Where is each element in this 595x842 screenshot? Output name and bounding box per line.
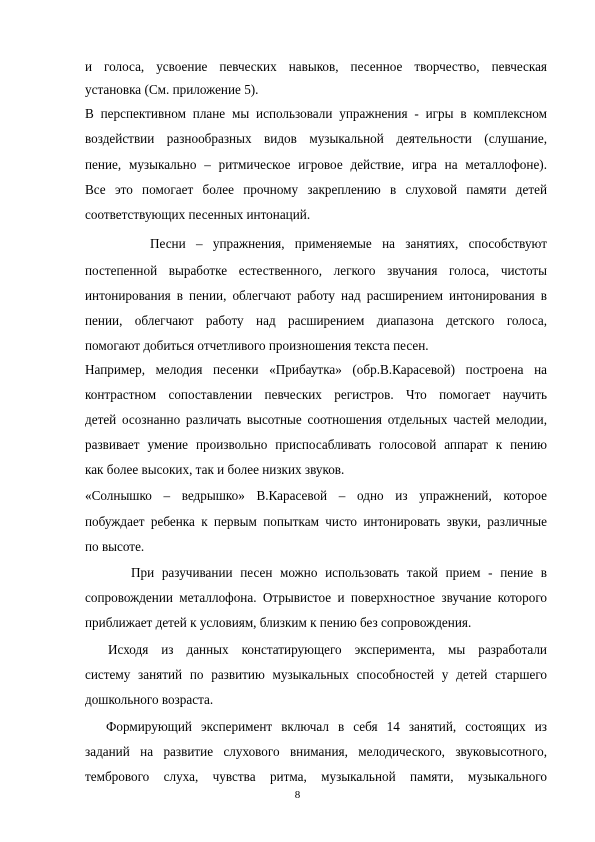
text-line-9: постепенной выработке естественного, легкого звучания голоса, чистоты xyxy=(85,263,547,278)
text-line-18: «Солнышко – ведрышко» В.Карасевой – одно из упражнений, которое xyxy=(85,488,547,503)
text-line-2: установка (См. приложение 5). xyxy=(85,82,259,97)
page-number: 8 xyxy=(294,789,301,801)
text-line-11: пении, облегчают работу над расширением диапазона детского голоса, xyxy=(85,313,547,328)
text-line-1: и голоса, усвоение певческих навыков, песенное творчество, певческая xyxy=(85,59,547,74)
text-line-24: Исходя из данных констатирующего эксперимента, мы разработали xyxy=(108,642,547,657)
text-line-28: заданий на развитие слухового внимания, мелодического, звуковысотного, xyxy=(85,744,547,759)
text-line-22: сопровождении металлофона. Отрывистое и поверхностное звучание которого xyxy=(85,590,547,605)
text-line-17: как более высоких, так и более низких звуков. xyxy=(85,462,345,477)
text-line-29: тембрового слуха, чувства ритма, музыкальной памяти, музыкального xyxy=(85,769,547,784)
text-line-23: приближает детей к условиям, близким к пению без сопровождения. xyxy=(85,615,472,630)
text-line-6: Все это помогает более прочному закреплению в слуховой памяти детей xyxy=(85,182,547,197)
text-line-5: пение, музыкально – ритмическое игровое действие, игра на металлофоне). xyxy=(85,157,547,172)
text-line-14: контрастном сопоставлении певческих регистров. Что помогает научить xyxy=(85,387,547,402)
text-line-16: развивает умение произвольно приспосабливать голосовой аппарат к пению xyxy=(85,437,547,452)
text-line-12: помогают добиться отчетливого произношения текста песен. xyxy=(85,338,429,353)
text-line-15: детей осознанно различать высотные соотношения отдельных частей мелодии, xyxy=(85,412,547,427)
text-line-4: воздействии разнообразных видов музыкальной деятельности (слушание, xyxy=(85,131,547,146)
text-line-7: соответствующих песенных интонаций. xyxy=(85,207,311,222)
text-line-21: При разучивании песен можно использовать такой прием - пение в xyxy=(131,565,547,580)
text-line-10: интонирования в пении, облегчают работу над расширением интонирования в xyxy=(85,288,547,303)
text-line-8: Песни – упражнения, применяемые на занятиях, способствуют xyxy=(150,236,547,251)
text-line-25: систему занятий по развитию музыкальных способностей у детей старшего xyxy=(85,667,547,682)
text-line-20: по высоте. xyxy=(85,539,145,554)
text-line-3: В перспективном плане мы использовали упражнения - игры в комплексном xyxy=(85,106,547,121)
text-line-26: дошкольного возраста. xyxy=(85,692,214,707)
text-line-19: побуждает ребенка к первым попыткам чисто интонировать звуки, различные xyxy=(85,514,547,529)
text-line-13: Например, мелодия песенки «Прибаутка» (обр.В.Карасевой) построена на xyxy=(85,362,547,377)
text-line-27: Формирующий эксперимент включал в себя 14 занятий, состоящих из xyxy=(106,719,547,734)
